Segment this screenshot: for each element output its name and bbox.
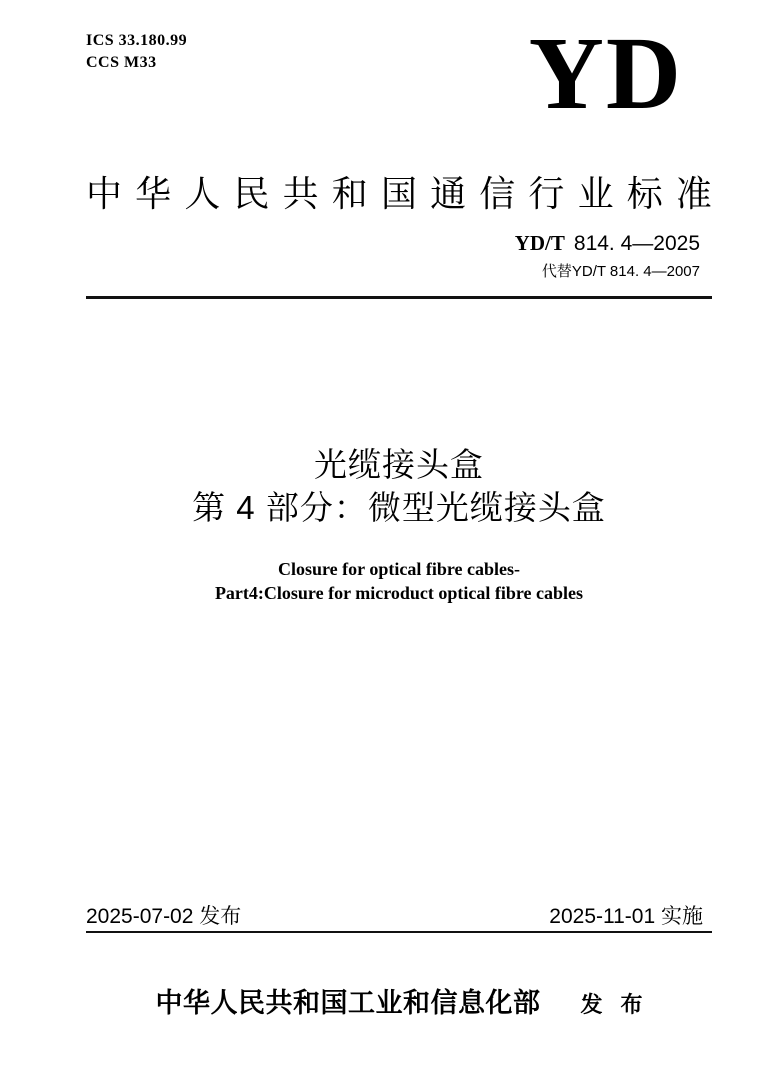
heading-char: 信 xyxy=(479,173,516,214)
title-en-line1: Closure for optical fibre cables- xyxy=(278,559,520,579)
ministry-row xyxy=(86,981,712,1020)
heading-char: 行 xyxy=(528,173,565,214)
ics-code: ICS 33.180.99 xyxy=(86,32,188,49)
yd-logo: YD xyxy=(528,16,683,131)
heading-char: 共 xyxy=(282,173,319,214)
title-en-line2: Part4:Closure for microduct optical fibre cables xyxy=(214,583,584,603)
heading-char: 中 xyxy=(86,173,123,214)
heading-char: 标 xyxy=(626,173,663,214)
footer-rule xyxy=(86,931,712,933)
standard-code-prefix: YD/T xyxy=(514,231,565,255)
standard-code xyxy=(515,231,700,256)
issuer-action: 发布 xyxy=(580,992,661,1017)
heading-char: 人 xyxy=(184,173,221,214)
title-en-block xyxy=(86,557,712,605)
standard-heading xyxy=(86,166,712,217)
heading-char: 民 xyxy=(233,173,270,214)
heading-char: 和 xyxy=(331,173,368,214)
title-cn-line1: 光缆接头盒 xyxy=(314,446,484,483)
heading-char: 业 xyxy=(577,173,614,214)
title-cn-block xyxy=(86,443,712,529)
title-cn-line2: 第 4 部分：微型光缆接头盒 xyxy=(192,489,606,526)
dates-row xyxy=(86,900,703,930)
heading-char: 华 xyxy=(135,173,172,214)
header-rule xyxy=(86,296,712,299)
issue-date: 2025-07-02 发布 xyxy=(86,905,242,928)
replaces-note: 代替YD/T 814. 4—2007 xyxy=(541,263,700,280)
standard-code-number: 814. 4—2025 xyxy=(573,232,700,255)
heading-char: 通 xyxy=(430,173,467,214)
heading-char: 国 xyxy=(380,173,417,214)
implement-date: 2025-11-01 实施 xyxy=(549,905,703,928)
heading-char: 准 xyxy=(675,173,712,214)
issuer-name: 中华人民共和国工业和信息化部 xyxy=(155,988,541,1018)
ccs-code: CCS M33 xyxy=(86,54,157,71)
standard-code-block xyxy=(515,231,700,281)
